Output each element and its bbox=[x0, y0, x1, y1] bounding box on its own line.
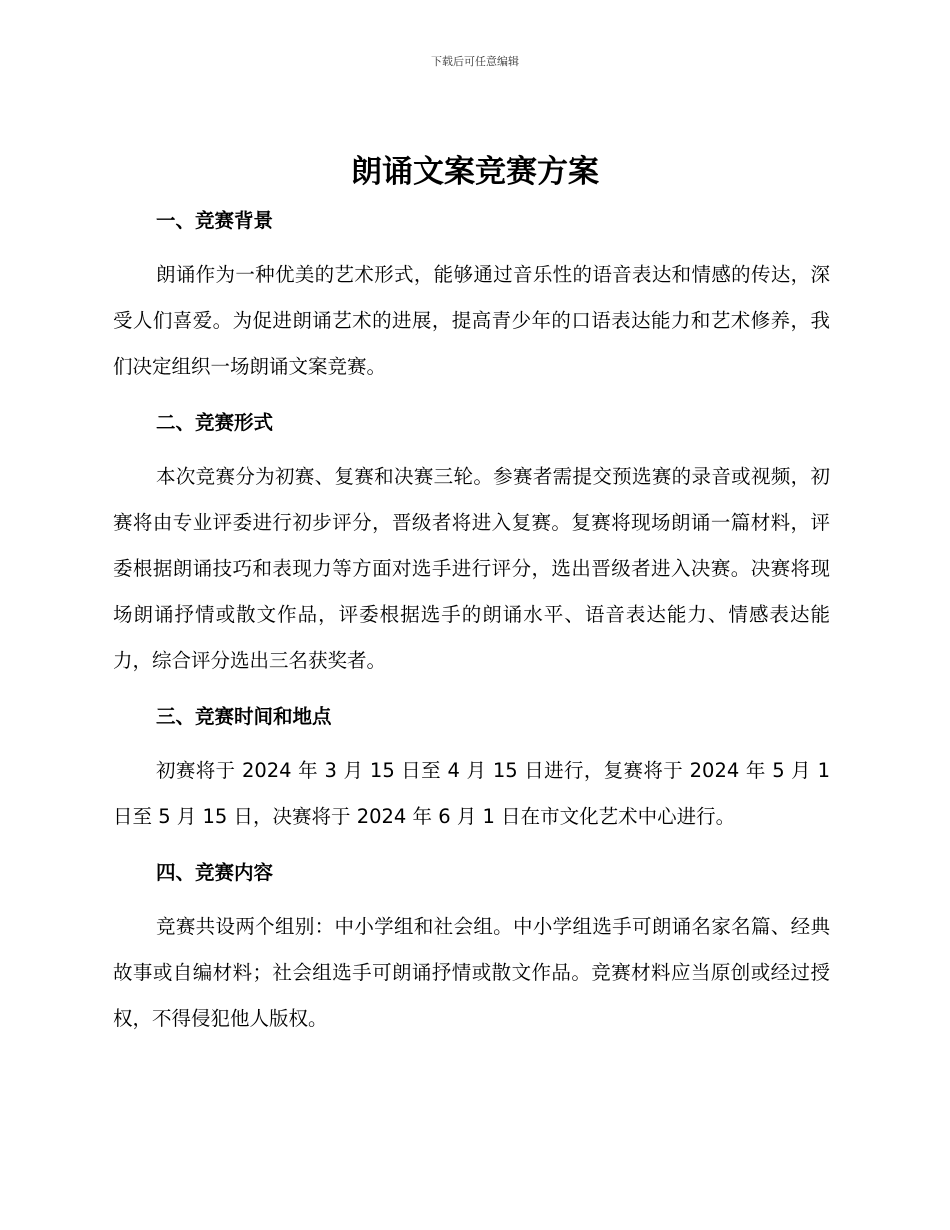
document-title: 朗诵文案竞赛方案 bbox=[351, 154, 599, 190]
section-heading: 二、竞赛形式 bbox=[156, 411, 274, 434]
section-format bbox=[113, 400, 830, 684]
section-paragraph: 初赛将于 2024 年 3 月 15 日至 4 月 15 日进行，复赛将于 2024 年 5 月 1 日至 5 月 15 日，决赛将于 2024 年 6 月 1 日在市文化艺术中心进行。 bbox=[113, 759, 830, 828]
section-paragraph: 本次竞赛分为初赛、复赛和决赛三轮。参赛者需提交预选赛的录音或视频，初赛将由专业评委进行初步评分，晋级者将进入复赛。复赛将现场朗诵一篇材料，评委根据朗诵技巧和表现力等方面对选手进行评分，选出晋级者进入决赛。决赛将现场朗诵抒情或散文作品，评委根据选手的朗诵水平、语音表达能力、情感表达能力，综合评分选出三名获奖者。 bbox=[113, 465, 830, 672]
document-body bbox=[113, 198, 830, 1052]
section-paragraph: 朗诵作为一种优美的艺术形式，能够通过音乐性的语音表达和情感的传达，深受人们喜爱。为促进朗诵艺术的进展，提高青少年的口语表达能力和艺术修养，我们决定组织一场朗诵文案竞赛。 bbox=[113, 263, 830, 378]
section-content bbox=[113, 850, 830, 1042]
section-heading: 四、竞赛内容 bbox=[156, 861, 274, 884]
section-paragraph: 竞赛共设两个组别：中小学组和社会组。中小学组选手可朗诵名家名篇、经典故事或自编材料；社会组选手可朗诵抒情或散文作品。竞赛材料应当原创或经过授权，不得侵犯他人版权。 bbox=[113, 915, 830, 1030]
section-background bbox=[113, 198, 830, 390]
section-heading: 一、竞赛背景 bbox=[156, 209, 274, 232]
page-header-note: 下载后可任意编辑 bbox=[431, 55, 519, 68]
section-time-location bbox=[113, 694, 830, 840]
section-heading: 三、竞赛时间和地点 bbox=[156, 705, 332, 728]
